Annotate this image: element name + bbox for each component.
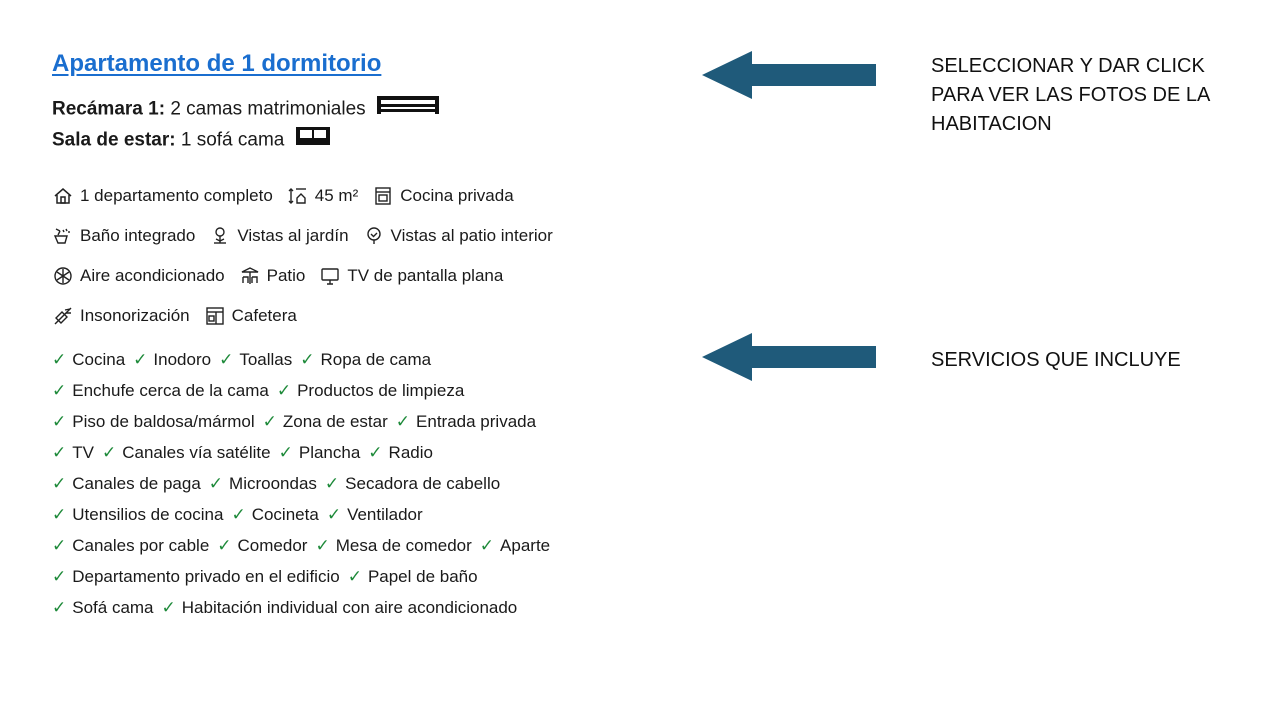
amenity-item	[263, 412, 388, 432]
check-icon: ✓	[326, 504, 342, 524]
facility-item: Vistas al patio interior	[363, 225, 553, 247]
facility-row	[52, 216, 652, 256]
kitchen-icon	[372, 185, 394, 207]
check-icon: ✓	[52, 349, 67, 369]
amenity-label: Radio	[388, 442, 433, 462]
amenity-item	[300, 350, 431, 370]
amenity-item	[368, 443, 433, 463]
annotation-note: SERVICIOS QUE INCLUYE	[931, 349, 1181, 371]
amenity-row	[52, 561, 652, 592]
patio-view-icon	[363, 225, 385, 247]
amenity-label: TV	[72, 442, 94, 462]
bed-value: 1 sofá cama	[180, 129, 285, 151]
facility-item: Cocina privada	[372, 185, 513, 207]
snowflake-icon	[52, 265, 74, 287]
check-icon: ✓	[315, 535, 330, 555]
amenity-label: Cocineta	[251, 504, 319, 524]
amenity-item	[52, 567, 340, 587]
tv-icon	[319, 265, 341, 287]
check-icon: ✓	[231, 504, 246, 524]
facility-row	[52, 296, 652, 336]
patio-icon	[239, 265, 261, 287]
bed-label: Recámara 1:	[52, 98, 166, 120]
amenity-label: Mesa de comedor	[335, 535, 472, 555]
amenity-item	[102, 443, 271, 463]
amenity-item	[52, 598, 154, 618]
check-icon: ✓	[347, 566, 362, 586]
facility-item: Insonorización	[52, 305, 190, 327]
check-icon: ✓	[395, 411, 411, 431]
facility-item: Patio	[239, 265, 306, 287]
facility-list	[52, 176, 652, 336]
amenity-label: Habitación individual con aire acondicionado	[181, 597, 518, 617]
check-icon: ✓	[368, 442, 383, 462]
check-icon: ✓	[300, 349, 315, 369]
amenity-label: Ventilador	[347, 504, 423, 524]
amenity-label: Ropa de cama	[320, 349, 432, 369]
bath-icon	[52, 225, 74, 247]
amenity-label: Toallas	[239, 349, 293, 369]
check-icon: ✓	[52, 380, 67, 400]
amenity-item	[277, 381, 465, 401]
coffee-maker-icon	[204, 305, 226, 327]
sofa-bed-icon	[294, 125, 332, 156]
double-bed-icon	[375, 94, 441, 125]
annotation-note: SELECCIONAR Y DAR CLICK PARA VER LAS FOTOS DE LA HABITACION	[931, 55, 1210, 135]
facility-item: Vistas al jardín	[209, 225, 348, 247]
amenity-list	[52, 344, 652, 623]
amenity-row	[52, 344, 652, 375]
amenity-item	[52, 350, 125, 370]
amenity-item	[133, 350, 211, 370]
check-icon: ✓	[52, 442, 67, 462]
check-icon: ✓	[217, 535, 232, 555]
amenity-item	[217, 536, 307, 556]
facility-item: 1 departamento completo	[52, 185, 273, 207]
check-icon: ✓	[262, 411, 277, 431]
facility-item: Baño integrado	[52, 225, 195, 247]
amenity-row	[52, 406, 652, 437]
bed-line-living-room	[52, 125, 652, 156]
room-title-link[interactable]: Apartamento de 1 dormitorio	[52, 50, 382, 77]
amenity-item	[162, 598, 518, 618]
check-icon: ✓	[161, 597, 176, 617]
soundproof-icon	[52, 305, 74, 327]
amenity-label: Entrada privada	[416, 411, 537, 431]
amenity-row	[52, 530, 652, 561]
house-icon	[52, 185, 74, 207]
amenity-label: Zona de estar	[282, 411, 388, 431]
facility-row	[52, 176, 652, 216]
facility-item: TV de pantalla plana	[319, 265, 503, 287]
amenity-item	[52, 412, 255, 432]
amenity-item	[52, 536, 209, 556]
amenity-label: Sofá cama	[72, 597, 154, 617]
amenity-item	[348, 567, 478, 587]
garden-view-icon	[209, 225, 231, 247]
floor-area-icon	[287, 185, 309, 207]
amenity-label: Enchufe cerca de la cama	[72, 380, 269, 400]
amenity-label: Utensilios de cocina	[72, 504, 224, 524]
amenity-item	[52, 381, 269, 401]
bed-value: 2 camas matrimoniales	[170, 98, 366, 120]
check-icon: ✓	[52, 411, 67, 431]
check-icon: ✓	[479, 535, 495, 555]
amenity-item	[480, 536, 550, 556]
amenity-label: Canales vía satélite	[122, 442, 271, 462]
check-icon: ✓	[324, 473, 340, 493]
amenity-item	[52, 474, 201, 494]
amenity-label: Papel de baño	[367, 566, 478, 586]
bed-label: Sala de estar:	[52, 129, 176, 151]
amenity-label: Piso de baldosa/mármol	[72, 411, 255, 431]
facility-item: Cafetera	[204, 305, 297, 327]
check-icon: ✓	[133, 349, 148, 369]
amenity-row	[52, 592, 652, 623]
amenity-item	[219, 350, 292, 370]
facility-item: 45 m²	[287, 185, 358, 207]
amenity-label: Departamento privado en el edificio	[72, 566, 340, 586]
amenity-item	[325, 474, 500, 494]
facility-row	[52, 256, 652, 296]
arrow-left-icon	[702, 333, 880, 381]
check-icon: ✓	[52, 473, 67, 493]
bed-info	[52, 94, 652, 156]
amenity-item	[279, 443, 361, 463]
check-icon: ✓	[52, 597, 67, 617]
check-icon: ✓	[52, 535, 67, 555]
amenity-row	[52, 468, 652, 499]
amenity-row	[52, 437, 652, 468]
amenity-label: Canales de paga	[72, 473, 201, 493]
amenity-label: Canales por cable	[72, 535, 210, 555]
amenity-item	[231, 505, 318, 525]
amenity-item	[52, 443, 94, 463]
amenity-item	[315, 536, 471, 556]
amenity-label: Microondas	[229, 473, 317, 493]
amenity-label: Plancha	[298, 442, 361, 462]
check-icon: ✓	[219, 349, 234, 369]
amenity-item	[209, 474, 317, 494]
amenity-item	[327, 505, 423, 525]
check-icon: ✓	[101, 442, 117, 462]
amenity-label: Inodoro	[153, 349, 212, 369]
amenity-label: Productos de limpieza	[297, 380, 465, 400]
check-icon: ✓	[278, 442, 293, 462]
amenity-item	[52, 505, 223, 525]
amenity-label: Aparte	[500, 535, 551, 555]
bed-line-bedroom	[52, 94, 652, 125]
amenity-label: Comedor	[237, 535, 308, 555]
amenity-label: Cocina	[72, 349, 126, 369]
check-icon: ✓	[52, 566, 67, 586]
check-icon: ✓	[276, 380, 292, 400]
amenity-row	[52, 375, 652, 406]
arrow-left-icon	[702, 51, 880, 99]
facility-item: Aire acondicionado	[52, 265, 225, 287]
check-icon: ✓	[208, 473, 224, 493]
amenity-label: Secadora de cabello	[345, 473, 501, 493]
amenity-item	[396, 412, 536, 432]
amenity-row	[52, 499, 652, 530]
room-panel	[52, 48, 652, 623]
check-icon: ✓	[52, 504, 67, 524]
